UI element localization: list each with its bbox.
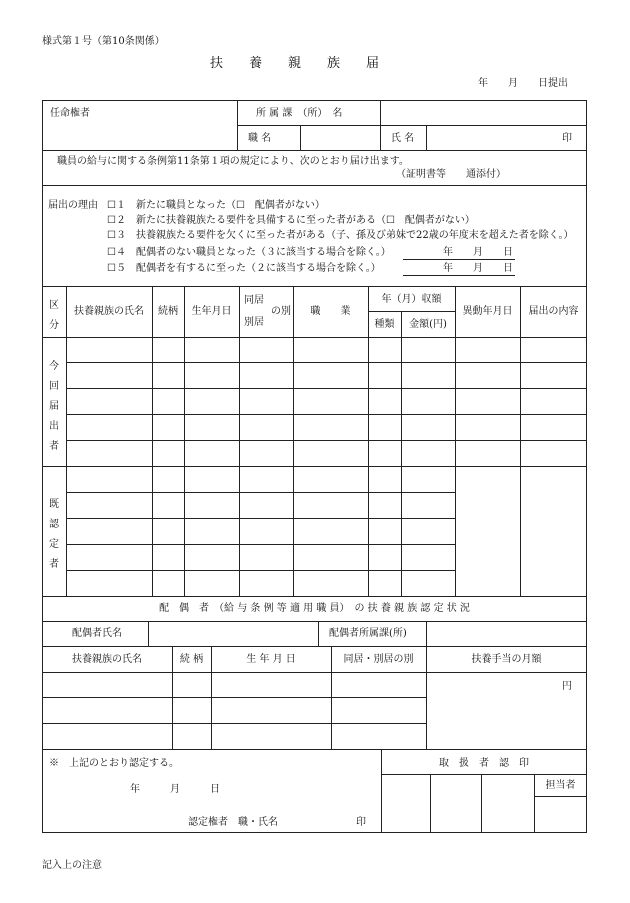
certificate-attached[interactable]: （証明書等 通添付） [396, 169, 506, 180]
col-no-betsu: の別 [271, 306, 291, 317]
group-approved: 既認定者 [49, 499, 59, 570]
certify-note: ※ 上記のとおり認定する。 [49, 758, 179, 769]
entry-notes-heading: 記入上の注意 [42, 860, 102, 871]
statement-text: 職員の給与に関する条例第11条第１項の規定により、次のとおり届け出ます。 [57, 156, 409, 167]
col-relationship: 続柄 [158, 306, 178, 317]
submit-date[interactable]: 年 月 日提出 [478, 78, 568, 89]
form-number: 様式第１号（第10条関係） [42, 36, 165, 47]
reason-item-1[interactable]: ☐１ 新たに職員となった（☐ 配偶者がない） [107, 200, 325, 211]
col-income-amount: 金額(円) [409, 319, 447, 330]
certifier-label: 認定権者 職・氏名 [188, 817, 278, 828]
col-dou: 同居 [244, 295, 264, 306]
col-relative-name: 扶養親族の氏名 [74, 306, 144, 317]
reason-item-4[interactable]: ☐４ 配偶者のない職員となった（３に該当する場合を除く。） [107, 247, 391, 258]
spouse-col-relation: 続 柄 [179, 654, 204, 665]
reason-label: 届出の理由 [48, 200, 98, 211]
spouse-dept-label: 配偶者所属課(所) [329, 628, 407, 639]
col-change-date: 異動年月日 [462, 306, 513, 317]
col-occupation: 職 業 [310, 306, 351, 317]
col-kubun: 区分 [49, 300, 59, 331]
reason-5-date[interactable]: 年 月 日 [443, 263, 513, 274]
name-label: 氏 名 [391, 133, 415, 144]
certify-date[interactable]: 年 月 日 [130, 784, 220, 795]
reason-item-2[interactable]: ☐２ 新たに扶養親族たる要件を具備するに至った者がある（☐ 配偶者がない） [107, 215, 475, 226]
spouse-name-label: 配偶者氏名 [72, 628, 122, 639]
col-income: 年（月）収額 [381, 294, 442, 305]
certifier-seal: 印 [356, 817, 366, 828]
reason-4-date[interactable]: 年 月 日 [443, 247, 513, 258]
spouse-col-name: 扶養親族の氏名 [72, 654, 142, 665]
tanto-label: 担当者 [545, 780, 576, 791]
spouse-col-allowance: 扶養手当の月額 [471, 654, 542, 665]
position-label: 職 名 [248, 133, 272, 144]
reason-item-3[interactable]: ☐３ 扶養親族たる要件を欠くに至った者がある（子、孫及び弟妹で22歳の年度末を超えた者を除く。） [107, 230, 574, 241]
handler-approval-label: 取 扱 者 認 印 [439, 758, 529, 769]
col-income-kind: 種類 [374, 319, 395, 330]
spouse-section-title: 配 偶 者 （給 与 条 例 等 適 用 職 員） の 扶 養 親 族 認 定 状 況 [159, 603, 470, 614]
spouse-col-birth: 生 年 月 日 [246, 654, 296, 665]
col-bet: 別居 [244, 317, 264, 328]
seal-mark: 印 [562, 133, 572, 144]
dept-label: 所 属 課 （所） 名 [256, 108, 343, 119]
group-current: 今回届出者 [49, 361, 59, 452]
allowance-yen: 円 [562, 681, 572, 692]
col-report-content: 届出の内容 [528, 306, 579, 317]
col-birthdate: 生年月日 [191, 306, 232, 317]
form-title: 扶 養 親 族 届 [210, 56, 380, 71]
spouse-col-living: 同居・別居の別 [343, 654, 414, 665]
appointer-label: 任命権者 [50, 108, 90, 119]
reason-item-5[interactable]: ☐５ 配偶者を有するに至った（２に該当する場合を除く。） [107, 263, 381, 274]
